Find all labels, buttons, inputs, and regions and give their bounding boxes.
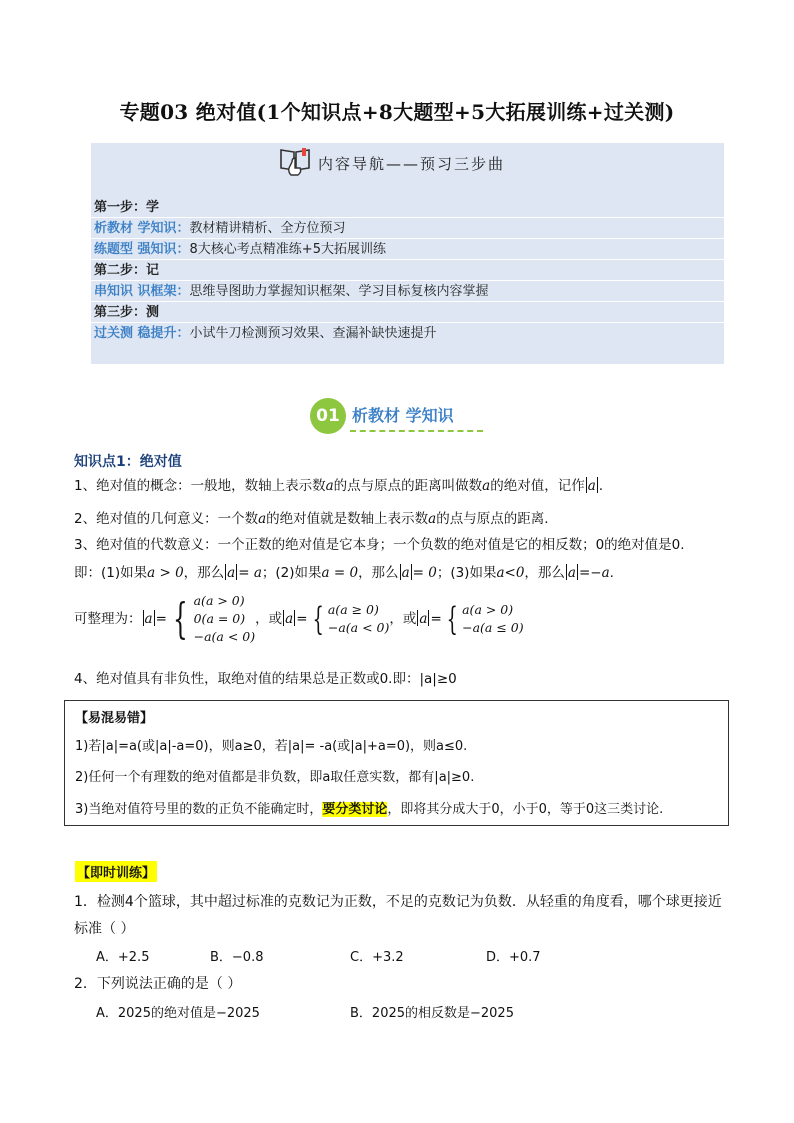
q2-option-a[interactable]: A．2025的绝对值是−2025 bbox=[96, 1006, 260, 1021]
expr: = a bbox=[238, 565, 262, 581]
piecewise-cases-1 bbox=[194, 592, 256, 646]
question-1-line-2: 标准（ ） bbox=[74, 921, 135, 937]
expr: a<0 bbox=[496, 565, 525, 581]
var-a: a bbox=[587, 478, 596, 494]
text: ；(3)如果 bbox=[436, 565, 497, 581]
q2-option-b[interactable]: B．2025的相反数是−2025 bbox=[350, 1006, 514, 1021]
instant-training-label: 【即时训练】 bbox=[75, 861, 157, 882]
nav-desc: 教材精讲精析、全方位预习 bbox=[189, 221, 346, 236]
nav-tag: 串知识 识框架： bbox=[94, 284, 190, 299]
nav-row-step1 bbox=[91, 198, 724, 218]
var-a: a bbox=[419, 611, 428, 627]
page-title: 专题03 绝对值(1个知识点+8大题型+5大拓展训练+过关测) bbox=[119, 100, 675, 124]
text: 1、绝对值的概念：一般地，数轴上表示数 bbox=[74, 478, 326, 494]
nav-row-practice bbox=[91, 240, 724, 260]
step-label: 第三步：测 bbox=[94, 305, 160, 320]
var-a: a bbox=[482, 478, 491, 494]
book-hand-icon bbox=[278, 146, 312, 180]
case: −a(a < 0) bbox=[193, 629, 256, 644]
var-a: a bbox=[567, 565, 576, 581]
algebraic-meaning-paragraph: 3、绝对值的代数意义：一个正数的绝对值是它本身；一个负数的绝对值是它的相反数；0的绝对值是0. bbox=[74, 537, 685, 553]
text: ，那么 bbox=[358, 565, 399, 581]
nav-row-test bbox=[91, 324, 724, 344]
q1-option-a[interactable]: A．+2.5 bbox=[96, 950, 150, 965]
text: 2、绝对值的几何意义：一个数 bbox=[74, 511, 259, 527]
var-a: a bbox=[144, 611, 153, 627]
question-2: 2．下列说法正确的是（ ） bbox=[74, 976, 242, 992]
definition-paragraph bbox=[74, 474, 603, 494]
var-a: a bbox=[227, 565, 236, 581]
text: ，即将其分成大于0，小于0，等于0这三类讨论. bbox=[387, 802, 664, 817]
case: a(a > 0) bbox=[193, 593, 245, 608]
nav-tag: 练题型 强知识： bbox=[94, 242, 190, 257]
geometric-meaning-paragraph bbox=[74, 507, 549, 527]
q1-option-d[interactable]: D．+0.7 bbox=[486, 950, 541, 965]
nav-row-learn bbox=[91, 219, 724, 239]
question-1-line-1: 1．检测4个篮球，其中超过标准的克数记为正数，不足的克数记为负数．从轻重的角度看，哪个球更接近 bbox=[74, 894, 722, 910]
expr: = 0 bbox=[412, 565, 437, 581]
non-negativity-paragraph: 4、绝对值具有非负性，取绝对值的结果总是正数或0.即：|a|≥0 bbox=[74, 671, 457, 687]
text: 3)当绝对值符号里的数的正负不能确定时， bbox=[75, 802, 323, 817]
var-a: a bbox=[285, 611, 294, 627]
common-mistakes-title: 【易混易错】 bbox=[75, 711, 154, 726]
expr: a = 0 bbox=[321, 565, 359, 581]
case: −a(a ≤ 0) bbox=[462, 620, 524, 635]
mistake-line-2: 2)任何一个有理数的绝对值都是非负数，即a取任意实数，都有|a|≥0. bbox=[75, 770, 475, 785]
text: . bbox=[598, 478, 604, 494]
text: ，或 bbox=[389, 611, 417, 627]
text: ，或 bbox=[255, 611, 283, 627]
text: 的点与原点的距离. bbox=[436, 511, 549, 527]
case: a(a > 0) bbox=[462, 602, 514, 617]
navigation-heading-text: 内容导航——预习三步曲 bbox=[318, 154, 506, 173]
var-a: a bbox=[258, 511, 267, 527]
text: = bbox=[430, 611, 442, 627]
text: 的点与原点的距离叫做数 bbox=[333, 478, 483, 494]
step-label: 第一步：学 bbox=[94, 200, 160, 215]
nav-desc: 小试牛刀检测预习效果、查漏补缺快速提升 bbox=[189, 326, 437, 341]
q1-option-b[interactable]: B．−0.8 bbox=[210, 950, 264, 965]
nav-desc: 思维导图助力掌握知识框架、学习目标复核内容掌握 bbox=[189, 284, 489, 299]
var-a: a bbox=[428, 511, 437, 527]
navigation-heading bbox=[278, 145, 505, 181]
expr: =−a bbox=[578, 565, 610, 581]
var-a: a bbox=[325, 478, 334, 494]
nav-tag: 过关测 稳提升： bbox=[94, 326, 190, 341]
piecewise-cases-2 bbox=[328, 601, 390, 637]
expr: a > 0 bbox=[147, 565, 184, 581]
case: a(a ≥ 0) bbox=[327, 602, 379, 617]
nav-row-framework bbox=[91, 282, 724, 302]
text: = bbox=[155, 611, 167, 627]
step-label: 第二步：记 bbox=[94, 263, 160, 278]
knowledge-point-title: 知识点1：绝对值 bbox=[74, 454, 182, 470]
text: ；(2)如果 bbox=[261, 565, 322, 581]
nav-desc: 8大核心考点精准练+5大拓展训练 bbox=[189, 242, 386, 257]
case: 0(a = 0) bbox=[193, 611, 246, 626]
section-number-badge: 01 bbox=[310, 398, 346, 434]
q1-option-c[interactable]: C．+3.2 bbox=[350, 950, 404, 965]
nav-row-step2 bbox=[91, 261, 724, 281]
case: −a(a < 0) bbox=[327, 620, 390, 635]
cases-paragraph bbox=[74, 561, 614, 581]
text: ，那么 bbox=[524, 565, 565, 581]
mistake-line-1: 1)若|a|=a(或|a|-a=0)，则a≥0，若|a|= -a(或|a|+a=0)，则a≤0. bbox=[75, 739, 468, 754]
text: 的绝对值，记作 bbox=[490, 478, 585, 494]
section-title: 析教材 学知识 bbox=[352, 406, 454, 425]
section-underline bbox=[350, 430, 483, 432]
var-a: a bbox=[401, 565, 410, 581]
piecewise-summary: 可整理为： a = { a(a > 0) 0(a = 0) −a(a < 0) ，或 a = { a(a ≥ 0) −a(a < 0) ，或 a = { a(a > 0) −a(a ≤ 0) bbox=[74, 593, 524, 644]
text: . bbox=[609, 565, 614, 581]
text: ，那么 bbox=[183, 565, 225, 581]
piecewise-cases-3 bbox=[462, 601, 524, 637]
nav-row-step3 bbox=[91, 303, 724, 323]
mistake-line-3 bbox=[75, 798, 663, 817]
text: 的绝对值就是数轴上表示数 bbox=[266, 511, 429, 527]
highlight-text: 要分类讨论 bbox=[322, 802, 388, 817]
text: 可整理为： bbox=[74, 611, 142, 627]
text: 即：(1)如果 bbox=[74, 565, 148, 581]
text: = bbox=[296, 611, 308, 627]
nav-tag: 析教材 学知识： bbox=[94, 221, 190, 236]
